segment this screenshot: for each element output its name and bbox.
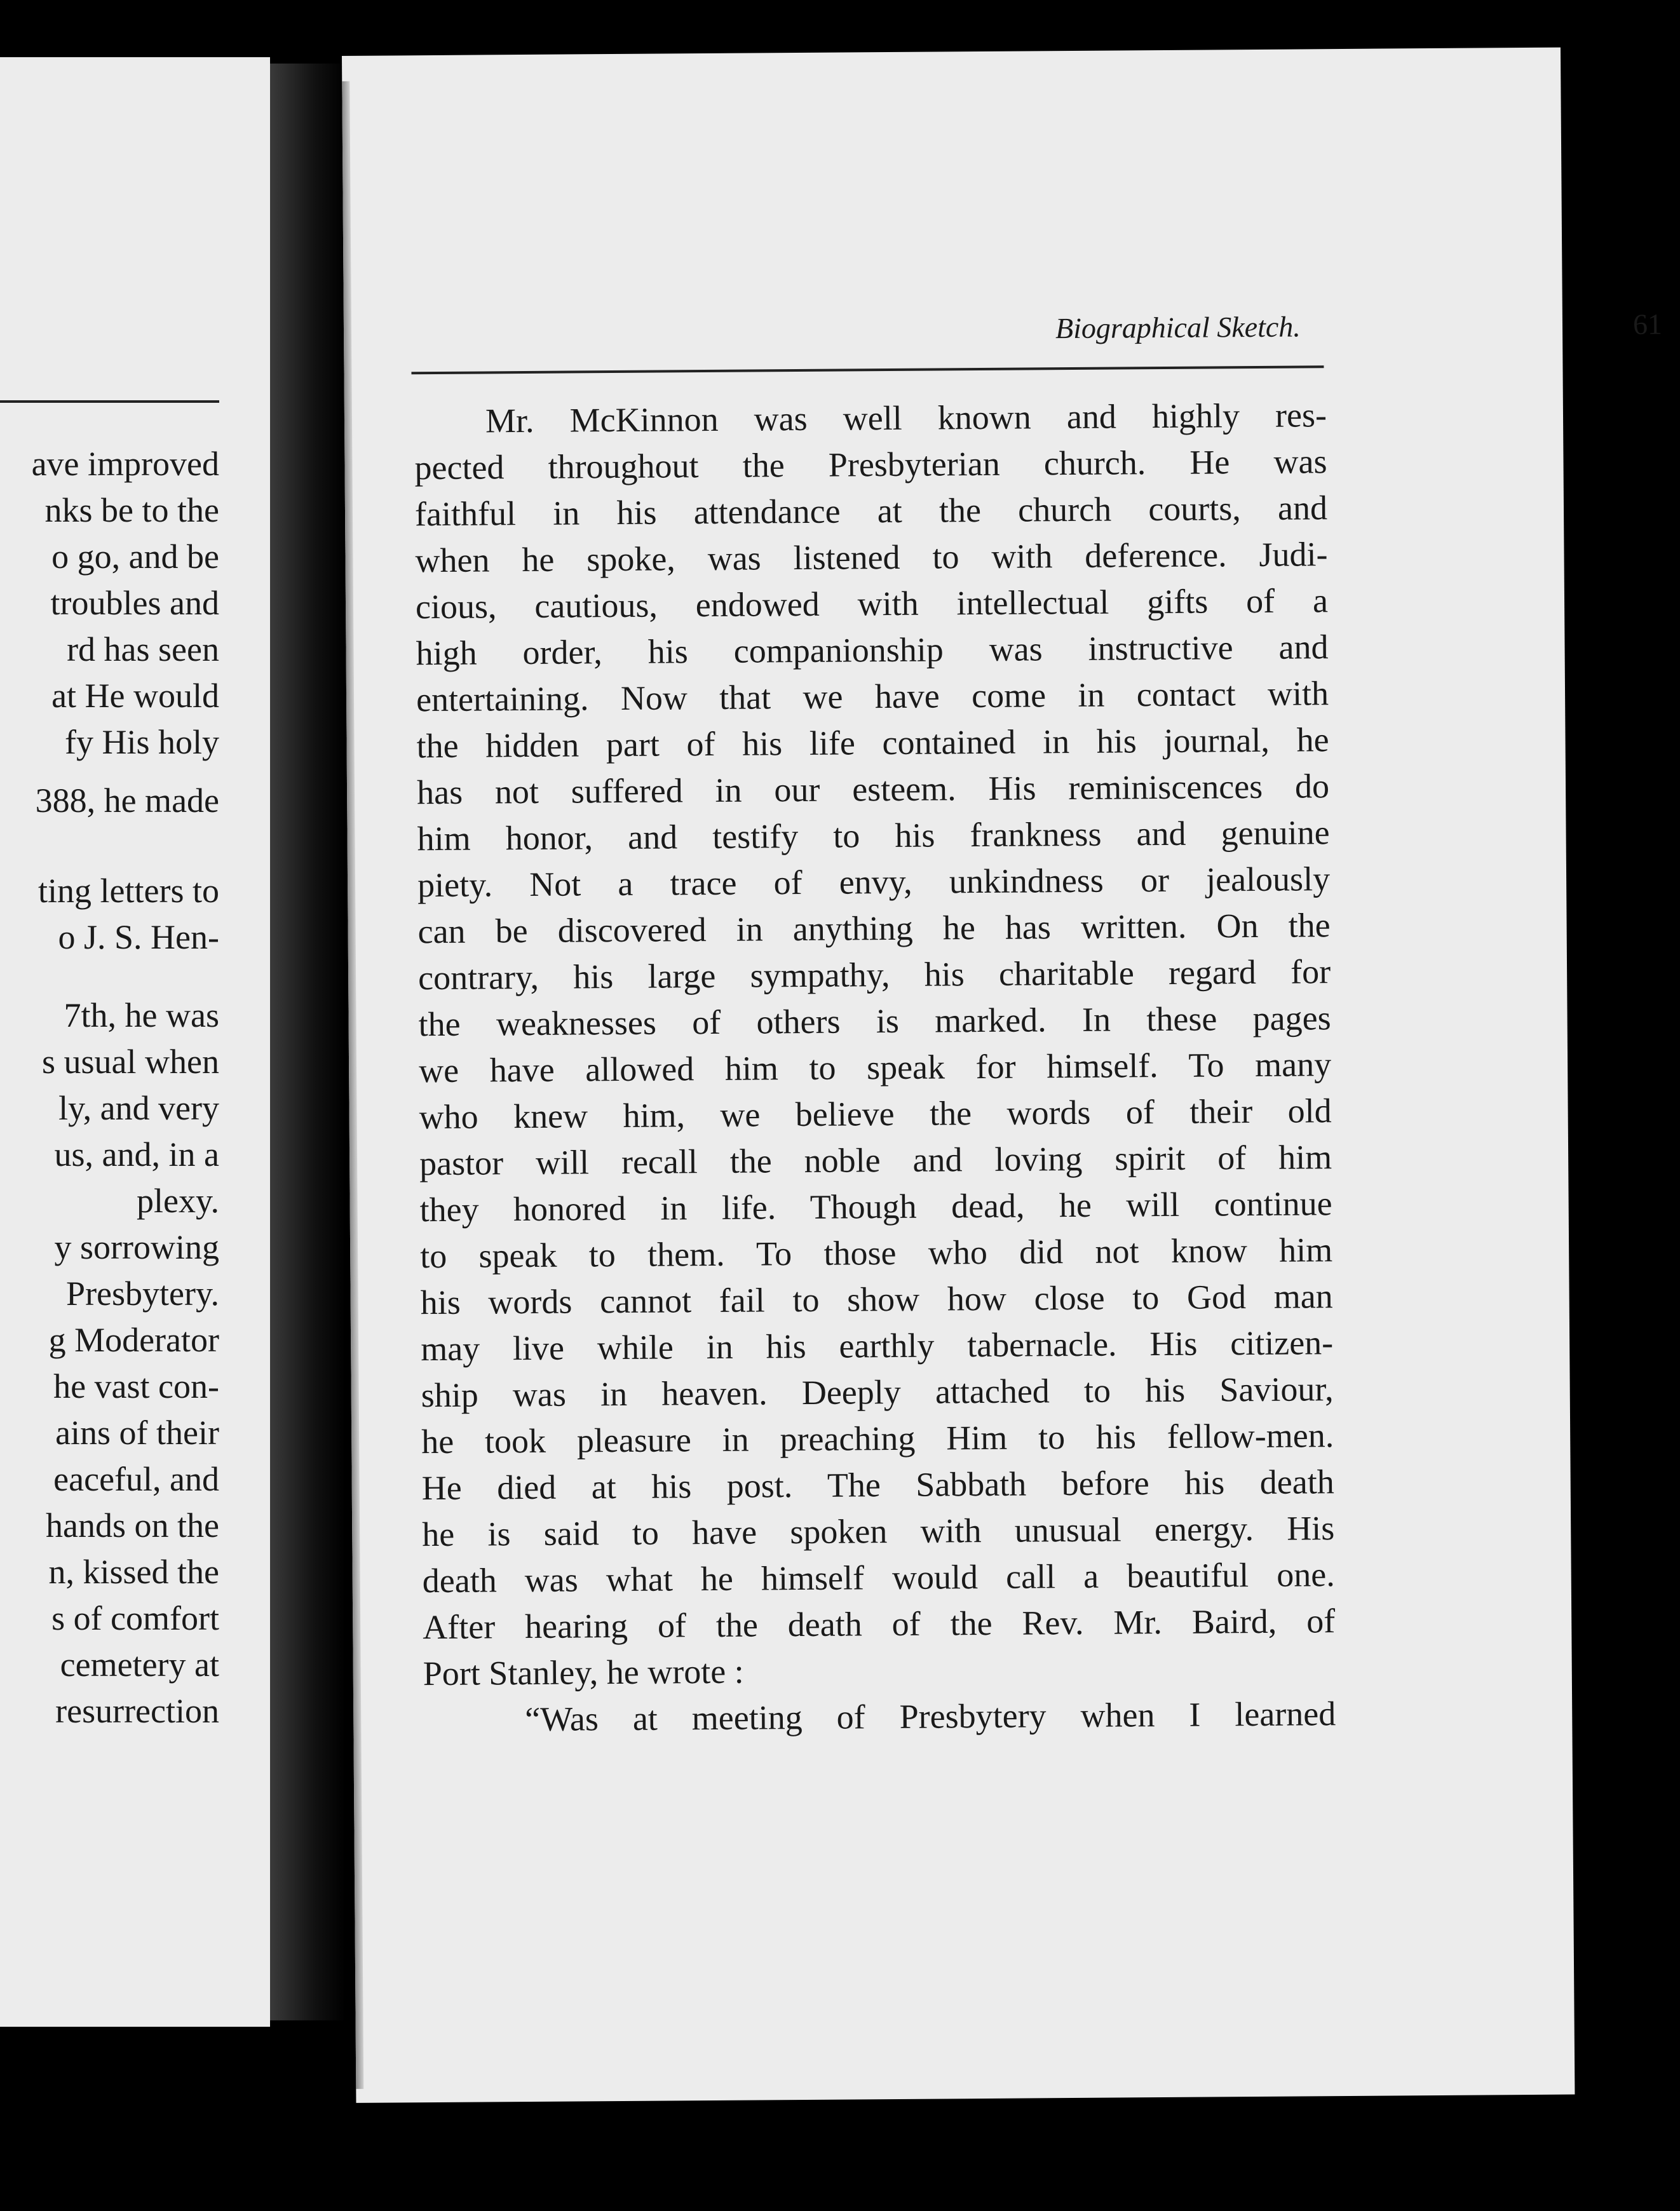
text-line: has not suffered in our esteem. His reminiscences do: [416, 767, 1330, 812]
left-line: s usual when: [42, 1043, 219, 1081]
left-line: o J. S. Hen-: [58, 918, 219, 956]
left-line: he vast con-: [53, 1367, 219, 1405]
left-line: 388, he made: [35, 781, 219, 820]
text-line: can be discovered in anything he has written. On the: [417, 906, 1331, 951]
text-line: when he spoke, was listened to with deference. Judi-: [415, 535, 1328, 580]
header-rule: [411, 365, 1324, 374]
left-line: o go, and be: [51, 538, 219, 576]
text-line: the hidden part of his life contained in his journal, he: [416, 720, 1329, 766]
body-text: [414, 392, 1336, 1743]
text-line: ship was in heaven. Deeply attached to his Saviour,: [421, 1370, 1334, 1415]
right-page: [342, 48, 1663, 2103]
running-title: Biographical Sketch.: [1055, 310, 1301, 345]
text-line: they honored in life. Though dead, he will continue: [419, 1184, 1332, 1229]
text-line: death was what he himself would call a beautiful one.: [422, 1555, 1335, 1600]
text-line: may live while in his earthly tabernacle. His citizen-: [421, 1323, 1334, 1369]
page-edge: [342, 81, 363, 2089]
left-page-rule: [0, 400, 219, 403]
left-line: 7th, he was: [64, 996, 219, 1034]
text-line: faithful in his attendance at the church courts, and: [414, 489, 1328, 534]
left-line: us, and, in a: [54, 1135, 219, 1173]
left-line: resurrection: [55, 1692, 219, 1730]
left-line: Presbytery.: [66, 1275, 219, 1313]
text-line: Port Stanley, he wrote :: [423, 1652, 744, 1693]
left-line: eaceful, and: [53, 1460, 219, 1498]
text-line: piety. Not a trace of envy, unkindness or jealously: [417, 860, 1331, 905]
left-line: fy His holy: [65, 723, 219, 761]
left-line: plexy.: [137, 1182, 219, 1220]
text-line: pastor will recall the noble and loving spirit of him: [419, 1138, 1332, 1183]
text-line: high order, his companionship was instructive and: [416, 628, 1329, 673]
left-line: ains of their: [55, 1414, 219, 1452]
text-line: “Was at meeting of Presbytery when I learned: [525, 1694, 1336, 1739]
left-line: rd has seen: [67, 630, 219, 668]
text-line: he is said to have spoken with unusual energy. His: [422, 1509, 1335, 1554]
text-line: the weaknesses of others is marked. In these pages: [418, 999, 1331, 1044]
left-line: at He would: [51, 677, 219, 715]
left-page: [0, 57, 270, 2027]
text-line: pected throughout the Presbyterian church. He was: [414, 442, 1327, 487]
text-line: we have allowed him to speak for himself. To many: [418, 1045, 1332, 1090]
left-line: g Moderator: [48, 1321, 219, 1359]
text-line: entertaining. Now that we have come in contact with: [416, 674, 1329, 719]
book-gutter-shadow: [270, 64, 345, 2020]
page-number: 61: [1632, 308, 1663, 341]
text-line: After hearing of the death of the Rev. Mr. Baird, of: [423, 1602, 1336, 1647]
text-line: him honor, and testify to his frankness and genuine: [417, 813, 1330, 858]
text-line: his words cannot fail to show how close to God man: [420, 1277, 1333, 1322]
text-line: he took pleasure in preaching Him to his fellow-men.: [421, 1416, 1334, 1461]
left-line: nks be to the: [44, 491, 219, 529]
left-line: n, kissed the: [48, 1553, 219, 1591]
running-head: [687, 308, 1663, 345]
left-line: cemetery at: [60, 1646, 219, 1684]
left-line: ave improved: [31, 445, 219, 483]
text-line: cious, cautious, endowed with intellectual gifts of a: [415, 581, 1329, 626]
text-line: contrary, his large sympathy, his charitable regard for: [417, 952, 1331, 997]
left-line: ting letters to: [38, 872, 219, 910]
left-line: hands on the: [46, 1506, 219, 1545]
left-line: troubles and: [50, 584, 219, 622]
text-line: He died at his post. The Sabbath before his death: [421, 1463, 1334, 1508]
text-line: to speak to them. To those who did not know him: [419, 1231, 1333, 1276]
text-line: who knew him, we believe the words of their old: [419, 1092, 1332, 1137]
text-line: Mr. McKinnon was well known and highly res-: [485, 396, 1327, 440]
left-line: s of comfort: [51, 1599, 219, 1637]
left-line: ly, and very: [58, 1089, 219, 1127]
left-line: y sorrowing: [54, 1228, 219, 1266]
